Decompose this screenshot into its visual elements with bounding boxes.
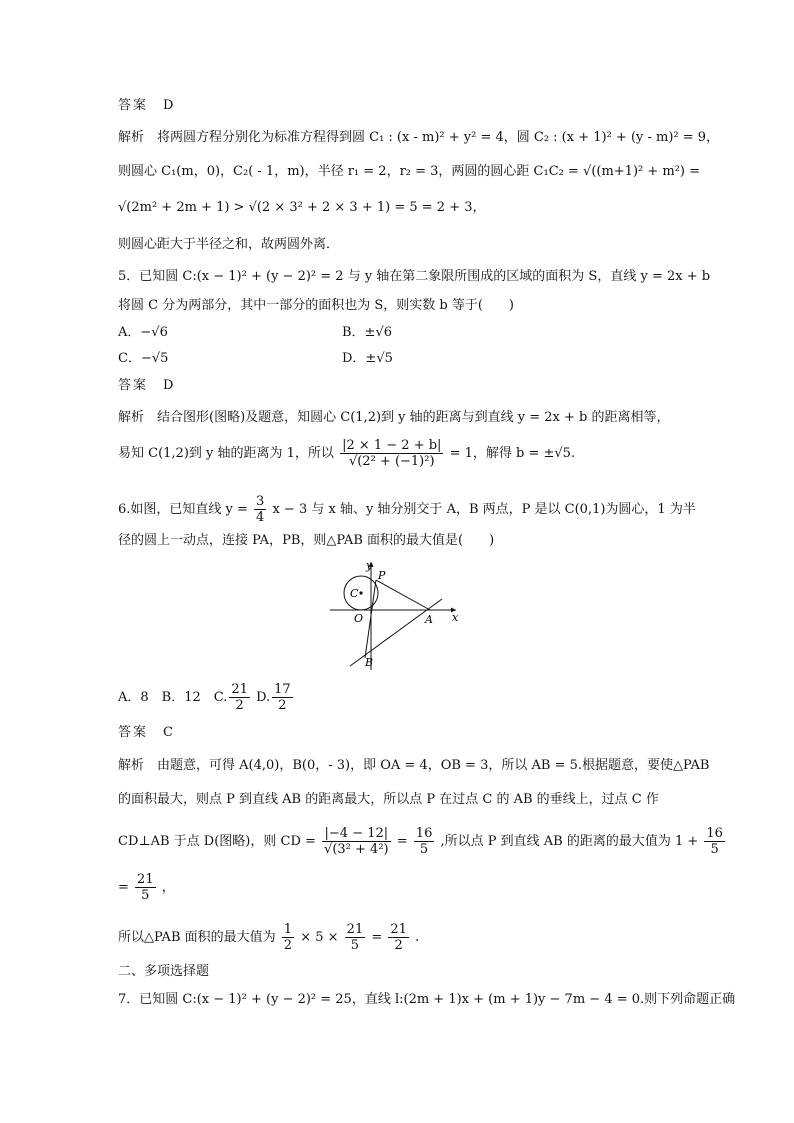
- denominator: 5: [350, 938, 360, 953]
- fraction: [282, 922, 294, 953]
- q6-stem-line1: [118, 494, 696, 525]
- text: ，: [161, 880, 175, 895]
- q6-stem-line2: 径的圆上一动点，连接 PA，PB，则△PAB 面积的最大值是( ): [118, 533, 495, 548]
- fraction: [135, 872, 156, 903]
- fraction: [229, 682, 250, 713]
- fraction: [254, 494, 266, 525]
- q6-analysis-line3: [118, 826, 727, 857]
- denominator: 2: [394, 938, 403, 953]
- fraction: [345, 922, 366, 953]
- q6-analysis-line1: 解析 由题意，可得 A(4,0)，B(0，- 3)，即 OA = 4，OB = 3，所以 AB = 5.根据题意，要使△PAB: [118, 758, 710, 773]
- denominator: √(3² + 4²): [324, 842, 389, 857]
- text: CD⊥AB 于点 D(图略)，则 CD =: [118, 834, 316, 849]
- numerator: 3: [256, 494, 265, 509]
- denominator: 5: [141, 888, 150, 903]
- numerator: 21: [346, 922, 364, 937]
- q5-option-c: C．−√5: [118, 351, 169, 366]
- denominator: √(2² + (−1)²): [348, 454, 435, 469]
- denominator: 5: [419, 842, 429, 857]
- text: ,所以点 P 到直线 AB 的距离的最大值为 1 +: [440, 834, 699, 849]
- text: × 5 ×: [300, 930, 339, 945]
- text: 6.如图，已知直线 y =: [118, 502, 248, 517]
- q5-stem-line1: 5．已知圆 C:(x − 1)² + (y − 2)² = 2 与 y 轴在第二象限所围成的区域的面积为 S，直线 y = 2x + b: [118, 269, 711, 284]
- numerator: |−4 − 12|: [322, 826, 391, 842]
- fraction: [704, 826, 725, 857]
- label-o: O: [354, 612, 364, 625]
- fraction: [272, 682, 293, 713]
- denominator: 2: [283, 938, 293, 953]
- q5-option-d: D．±√5: [342, 351, 393, 366]
- text: =: [396, 834, 408, 849]
- numerator: 1: [283, 922, 293, 937]
- numerator: 16: [706, 826, 723, 841]
- q4-analysis-line2: 则圆心 C₁(m，0)，C₂( - 1，m)，半径 r₁ = 2，r₂ = 3，两圆的圆心距 C₁C₂ = √((m+1)² + m²) =: [118, 164, 701, 179]
- q6-analysis-line4: [118, 872, 175, 903]
- q4-answer: 答案 D: [118, 98, 176, 113]
- fraction: [388, 922, 409, 953]
- q5-analysis-line1: 解析 结合图形(图略)及题意，知圆心 C(1,2)到 y 轴的距离与到直线 y = 2x + b 的距离相等，: [118, 410, 670, 425]
- q4-analysis-line1: 解析 将两圆方程分别化为标准方程得到圆 C₁ : (x - m)² + y² = 4，圆 C₂ : (x + 1)² + (y - m)² = 9，: [118, 130, 720, 145]
- denominator: 5: [710, 842, 719, 857]
- label-x: x: [452, 611, 459, 624]
- text: 易知 C(1,2)到 y 轴的距离为 1，所以: [118, 446, 334, 461]
- numerator: 17: [274, 682, 291, 697]
- q4-analysis-line3: √(2m² + 2m + 1) > √(2 × 3² + 2 × 3 + 1) = 5 = 2 + 3，: [118, 200, 486, 215]
- q7-stem-line1: 7．已知圆 C:(x − 1)² + (y − 2)² = 25，直线 l:(2m + 1)x + (m + 1)y − 7m − 4 = 0.则下列命题正确: [118, 992, 736, 1007]
- text: x − 3 与 x 轴、y 轴分别交于 A，B 两点，P 是以 C(0,1)为圆心，1 为半: [272, 502, 696, 517]
- label-c: C: [350, 587, 359, 600]
- label-a: A: [425, 613, 433, 626]
- q6-answer: 答案 C: [118, 725, 175, 740]
- fraction: [340, 438, 443, 469]
- q6-analysis-line5: [118, 922, 419, 953]
- fraction: [322, 826, 391, 857]
- geometry-figure: [330, 558, 460, 670]
- q5-answer: 答案 D: [118, 378, 176, 393]
- denominator: 4: [256, 510, 265, 525]
- q6-options: [118, 682, 295, 713]
- q5-option-b: B．±√6: [342, 325, 393, 340]
- q6-analysis-line2: 的面积最大，则点 P 到直线 AB 的距离最大，所以点 P 在过点 C 的 AB 的垂线上，过点 C 作: [118, 792, 659, 807]
- numerator: 21: [231, 682, 248, 697]
- q5-analysis-line2: [118, 438, 575, 469]
- text: A．8 B．12 C.: [118, 690, 228, 705]
- text: =: [118, 880, 129, 895]
- label-p: P: [378, 569, 386, 582]
- text: .: [415, 930, 420, 945]
- label-b: B: [365, 656, 374, 669]
- numerator: 21: [137, 872, 154, 887]
- section-title: 二、多项选择题: [118, 964, 210, 979]
- fraction: [414, 826, 435, 857]
- center-point: [359, 591, 362, 594]
- segment-pa: [376, 580, 430, 610]
- text: D.: [256, 690, 271, 705]
- denominator: 2: [278, 698, 287, 713]
- denominator: 2: [235, 698, 244, 713]
- q4-analysis-line4: 则圆心距大于半径之和，故两圆外离．: [118, 237, 340, 252]
- numerator: 16: [415, 826, 433, 841]
- q5-stem-line2: 将圆 C 分为两部分，其中一部分的面积也为 S，则实数 b 等于( ): [118, 298, 514, 313]
- numerator: 21: [390, 922, 407, 937]
- text: = 1，解得 b = ±√5.: [449, 446, 576, 461]
- label-y: y: [366, 559, 373, 572]
- q5-option-a: A．−√6: [118, 325, 168, 340]
- numerator: |2 × 1 − 2 + b|: [342, 438, 442, 453]
- text: =: [371, 930, 383, 945]
- text: 所以△PAB 面积的最大值为: [118, 930, 276, 945]
